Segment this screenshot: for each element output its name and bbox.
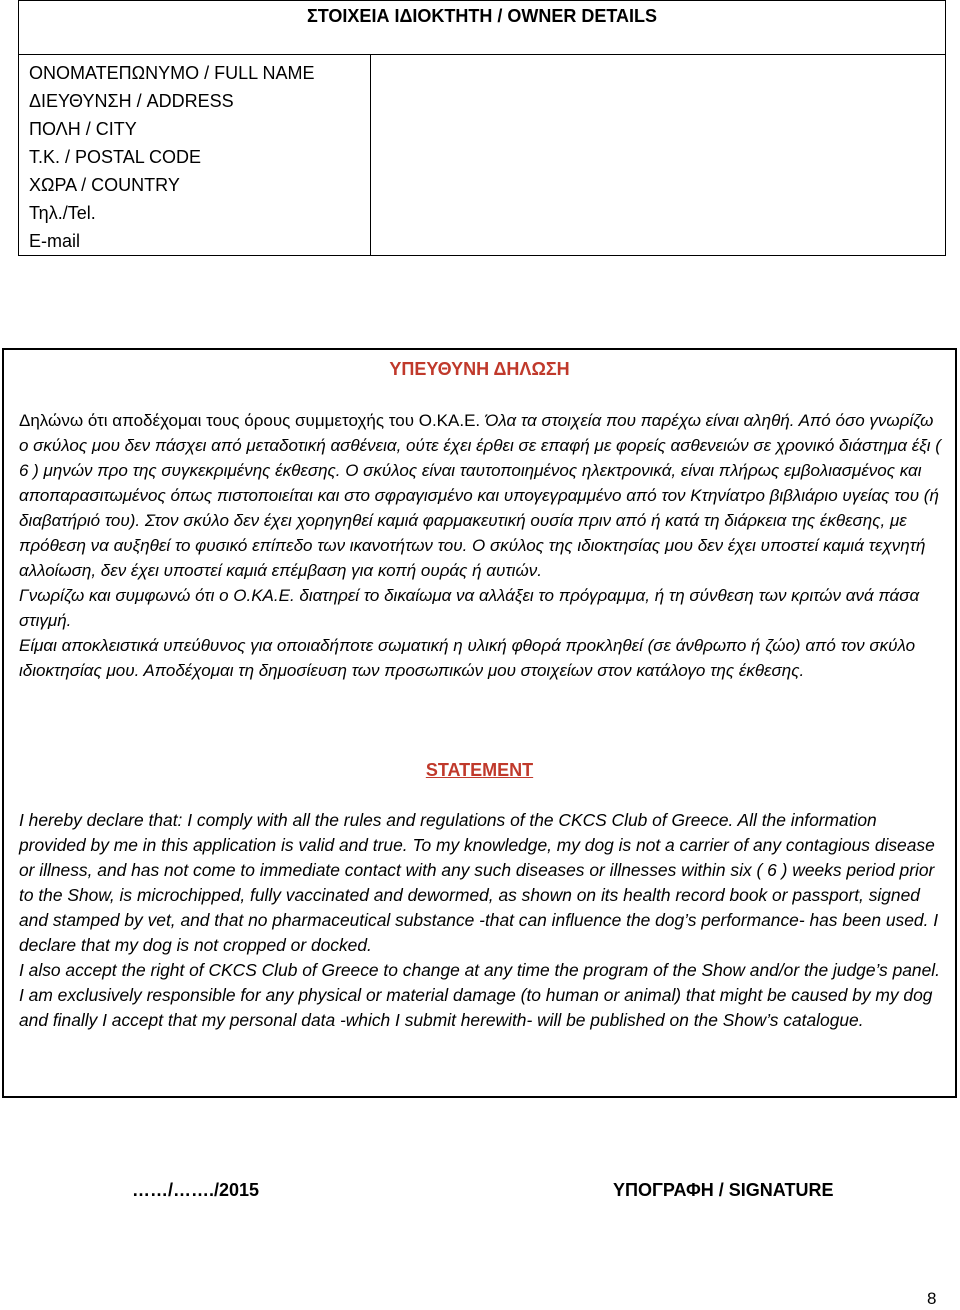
country-label: ΧΩΡΑ / COUNTRY bbox=[29, 175, 180, 195]
owner-details-entry-area[interactable] bbox=[371, 55, 945, 255]
greek-declaration-body bbox=[19, 408, 944, 683]
address-label: ΔΙΕΥΘΥΝΣΗ / ADDRESS bbox=[29, 91, 234, 111]
owner-field-labels bbox=[19, 55, 371, 255]
telephone-label: Τηλ./Tel. bbox=[29, 203, 96, 223]
english-paragraph-1: I hereby declare that: I comply with all the rules and regulations of the CKCS Club of Greece. All the information provided by me in this application is valid and true. To my knowledge, my dog is not a carrier of any contagious disease or illness, and has not come to immediate contact with any such diseases or illnesses within six ( 6 ) weeks period prior to the Show, is microchipped, fully vaccinated and dewormed, as shown on its health record book or passport, signed and stamped by vet, and that no pharmaceutical substance -that can influence the dog’s performance- has been used. I declare that my dog is not cropped or docked. bbox=[19, 810, 939, 955]
email-label: E-mail bbox=[29, 231, 81, 251]
signature-label: ΥΠΟΓΡΑΦΗ / SIGNATURE bbox=[613, 1180, 834, 1200]
owner-details-table bbox=[18, 0, 946, 256]
full-name-label: ΟΝΟΜΑΤΕΠΩΝΥΜΟ / FULL NAME bbox=[29, 63, 315, 83]
statement-heading: STATEMENT bbox=[425, 760, 534, 780]
owner-details-title: ΣΤΟΙΧΕΙΑ ΙΔΙΟΚΤΗΤΗ / OWNER DETAILS bbox=[19, 1, 945, 55]
greek-declaration-heading: ΥΠΕΥΘΥΝΗ ΔΗΛΩΣΗ bbox=[389, 359, 570, 379]
english-paragraph-2: I also accept the right of CKCS Club of Greece to change at any time the program of the Show and/or the judge’s panel. I am exclusively responsible for any physical or material damage (to human or animal) that might be caused by my dog and finally I accept that my personal data -which I submit herewith- will be published on the Show’s catalogue. bbox=[19, 960, 940, 1030]
greek-paragraph-1 bbox=[19, 408, 944, 583]
greek-paragraph-1-rest: Όλα τα στοιχεία που παρέχω είναι αληθή. Από όσο γνωρίζω ο σκύλος μου δεν πάσχει από μεταδοτική ασθένεια, ούτε έχει έρθει σε επαφή με φορείς ασθενειών σε χρονικό διάστημα έξι ( 6 ) μηνών προ της συγκεκριμένης έκθεσης. Ο σκύλος είναι ταυτοποιημένος ηλεκτρονικά, είναι πλήρως εμβολιασμένος και αποπαρασιτωμένος όπως πιστοποιείται και στο σφραγισμένο και υπογεγραμμένο από τον Κτηνίατρο βιβλιάριο υγείας του (ή διαβατήριό του). Στον σκύλο δεν έχει χορηγηθεί καμιά φαρμακευτική ουσία πριν από ή κατά τη διάρκεια της έκθεσης, με πρόθεση να αυξηθεί το φυσικό επίπεδο των ικανοτήτων του. Ο σκύλος της ιδιοκτησίας μου δεν έχει υποστεί καμιά τεχνητή αλλοίωση, δεν έχει υποστεί καμιά επέμβαση για κοπή ουράς ή αυτιών. bbox=[19, 411, 941, 580]
greek-intro: Δηλώνω ότι αποδέχομαι τους όρους συμμετοχής του Ο.ΚΑ.Ε. bbox=[19, 411, 485, 430]
greek-paragraph-3: Είμαι αποκλειστικά υπεύθυνος για οποιαδήποτε σωματική η υλική φθορά προκληθεί (σε άνθρωπο ή ζώο) από τον σκύλο ιδιοκτησίας μου. Αποδέχομαι τη δημοσίευση των προσωπικών μου στοιχείων στον κατάλογο της έκθεσης. bbox=[19, 636, 916, 680]
english-statement-body bbox=[19, 808, 944, 1033]
page-number: 8 bbox=[927, 1289, 937, 1308]
date-field: ……/……./2015 bbox=[132, 1180, 260, 1200]
postal-code-label: Τ.Κ. / POSTAL CODE bbox=[29, 147, 202, 167]
greek-paragraph-2: Γνωρίζω και συμφωνώ ότι ο Ο.ΚΑ.Ε. διατηρεί το δικαίωμα να αλλάξει το πρόγραμμα, ή τη σύνθεση των κριτών ανά πάσα στιγμή. bbox=[19, 586, 920, 630]
city-label: ΠΟΛΗ / CITY bbox=[29, 119, 137, 139]
declaration-box bbox=[2, 348, 957, 1098]
